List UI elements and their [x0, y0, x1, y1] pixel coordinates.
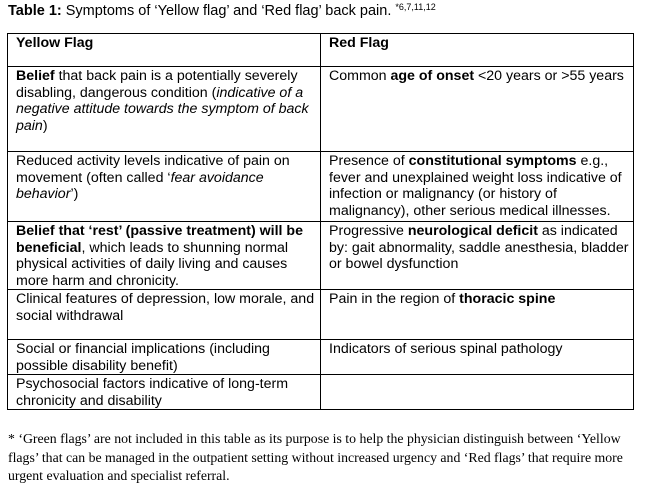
yellow-flag-cell	[8, 375, 321, 410]
table-caption	[8, 3, 436, 19]
header-yellow-flag: Yellow Flag	[8, 34, 321, 67]
cell-text: Reduced activity levels indicative of pain on movement (often called ‘	[16, 153, 290, 186]
table-row	[8, 340, 634, 375]
bold-text: neurological deficit	[407, 223, 538, 239]
cell-text: Psychosocial factors indicative of long-term chronicity and disability	[16, 376, 289, 409]
yellow-flag-cell	[8, 222, 321, 290]
cell-text: Pain in the region of	[329, 291, 460, 307]
bold-text: constitutional symptoms	[408, 153, 577, 169]
cell-text: as indicated by: gait abnormality, saddle anesthesia, bladder or bowel dysfunction	[329, 223, 629, 272]
bold-text: age of onset	[390, 68, 475, 84]
red-flag-cell	[321, 340, 634, 375]
table-row	[8, 290, 634, 340]
italic-text: fear avoidance behavior	[16, 169, 264, 202]
cell-text: )	[42, 117, 48, 134]
cell-text: Progressive	[329, 223, 408, 239]
red-flag-cell	[321, 67, 634, 152]
italic-text: indicative of a negative attitude towards the symptom of back pain	[16, 84, 309, 134]
cell-text: , which leads to shunning normal physical activities of daily living and causes more harm and chronicity.	[16, 239, 289, 289]
red-flag-cell	[321, 152, 634, 222]
table-body	[8, 67, 634, 410]
red-flag-cell	[321, 290, 634, 340]
footnote: * ‘Green flags’ are not included in this table as its purpose is to help the physician distinguish between ‘Yellow flags’ that can be managed in the outpatient setting without increased urgency and ‘Red flags’ that require more urgent evaluation and specialist referral.	[8, 431, 623, 483]
yellow-flag-cell	[8, 67, 321, 152]
symptoms-table	[7, 33, 634, 410]
red-flag-cell	[321, 375, 634, 410]
cell-text: Clinical features of depression, low morale, and social withdrawal	[16, 291, 315, 324]
table-row	[8, 222, 634, 290]
table-header-row	[8, 34, 634, 67]
table-row	[8, 152, 634, 222]
cell-text: <20 years or >55 years	[474, 68, 624, 84]
bold-text: thoracic spine	[459, 291, 556, 307]
cell-text: Indicators of serious spinal pathology	[329, 341, 563, 357]
yellow-flag-cell	[8, 340, 321, 375]
caption-references: *6,7,11,12	[395, 2, 436, 12]
cell-text: Social or financial implications (including possible disability benefit)	[16, 341, 270, 374]
bold-text: Belief	[16, 68, 55, 84]
cell-text: that back pain is a potentially severely disabling, dangerous condition (	[16, 68, 298, 101]
yellow-flag-cell	[8, 290, 321, 340]
cell-text: Common	[329, 68, 391, 84]
caption-label: Table 1:	[8, 3, 62, 19]
cell-text: ’)	[70, 186, 79, 202]
red-flag-cell	[321, 222, 634, 290]
table-row	[8, 375, 634, 410]
cell-text: Presence of	[329, 153, 409, 169]
cell-text: e.g., fever and unexplained weight loss indicative of infection or malignancy (or history of malignancy), other serious medical illnesses.	[329, 153, 622, 219]
caption-text: Symptoms of ‘Yellow flag’ and ‘Red flag’ back pain.	[61, 3, 396, 19]
bold-text: Belief that ‘rest’ (passive treatment) will be beneficial	[16, 223, 303, 256]
yellow-flag-cell	[8, 152, 321, 222]
table-row	[8, 67, 634, 152]
header-red-flag: Red Flag	[321, 34, 634, 67]
